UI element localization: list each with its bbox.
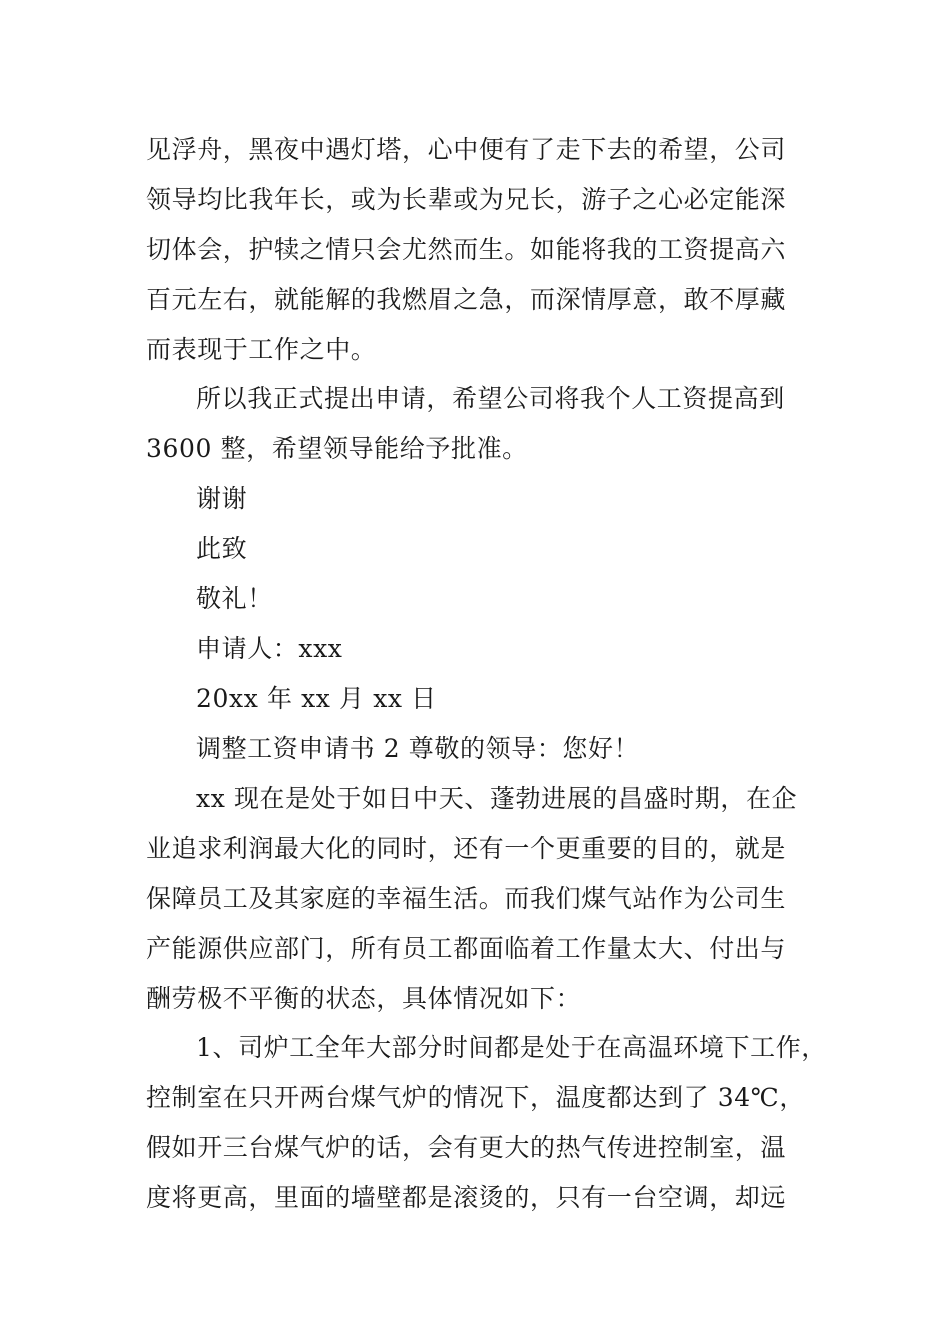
text-line: 假如开三台煤气炉的话，会有更大的热气传进控制室，温 bbox=[146, 1133, 787, 1162]
text-line: 3600 整，希望领导能给予批准。 bbox=[146, 434, 528, 463]
text-line: 度将更高，里面的墙壁都是滚烫的，只有一台空调，却远 bbox=[146, 1183, 787, 1212]
text-line: 产能源供应部门，所有员工都面临着工作量太大、付出与 bbox=[146, 934, 787, 963]
section-heading: 调整工资申请书 2 尊敬的领导：您好！ bbox=[196, 734, 640, 763]
date-line: 20xx 年 xx 月 xx 日 bbox=[196, 684, 437, 713]
text-line: 领导均比我年长，或为长辈或为兄长，游子之心必定能深 bbox=[146, 185, 787, 214]
text-line: 切体会，护犊之情只会尤然而生。如能将我的工资提高六 bbox=[146, 235, 787, 264]
text-line: 保障员工及其家庭的幸福生活。而我们煤气站作为公司生 bbox=[146, 884, 787, 913]
text-line: 控制室在只开两台煤气炉的情况下，温度都达到了 34℃， bbox=[146, 1083, 805, 1112]
text-line: 业追求利润最大化的同时，还有一个更重要的目的，就是 bbox=[146, 834, 787, 863]
text-line: 见浮舟，黑夜中遇灯塔，心中便有了走下去的希望，公司 bbox=[146, 135, 787, 164]
applicant-line: 申请人：xxx bbox=[196, 634, 343, 663]
text-line: 而表现于工作之中。 bbox=[146, 335, 377, 364]
text-line: 酬劳极不平衡的状态，具体情况如下： bbox=[146, 984, 582, 1013]
list-item-first-line: 1、司炉工全年大部分时间都是处于在高温环境下工作， bbox=[196, 1033, 827, 1062]
paragraph-first-line: 所以我正式提出申请，希望公司将我个人工资提高到 bbox=[196, 384, 785, 413]
closing-salutation: 此致 bbox=[196, 534, 248, 563]
text-line: 百元左右，就能解的我燃眉之急，而深情厚意，敢不厚藏 bbox=[146, 285, 787, 314]
closing-thanks: 谢谢 bbox=[196, 484, 248, 513]
paragraph-first-line: xx 现在是处于如日中天、蓬勃进展的昌盛时期，在企 bbox=[196, 784, 798, 813]
closing-regards: 敬礼！ bbox=[196, 584, 273, 613]
